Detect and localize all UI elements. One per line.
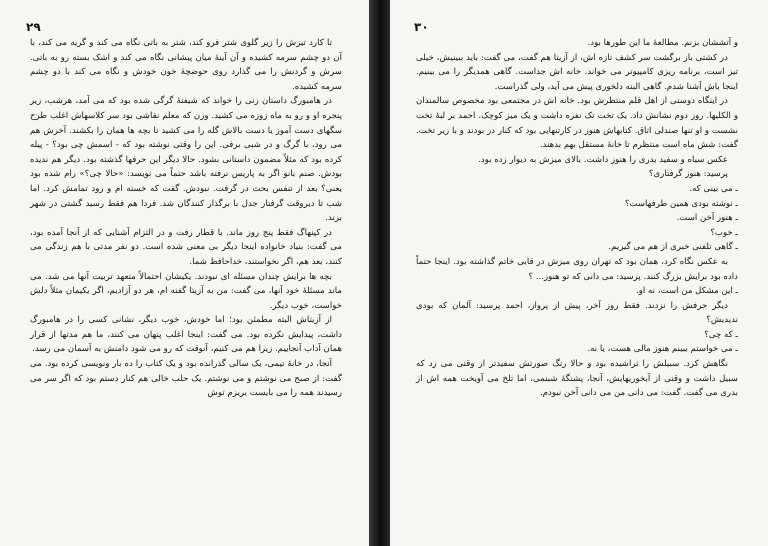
dialogue-line: ـ می بینی که. (689, 183, 738, 194)
left-page (0, 0, 369, 546)
dialogue-line: ـ هنوز آخن است. (676, 213, 738, 224)
paragraph: پرسید: هنوز گرفتاری؟ (648, 169, 728, 180)
paragraph: بچه ها برایش چندان مسئله ای نبودند. یکیشان احتمالاً متعهد تربیت آنها می شد. می ماند مسئلهٔ خود آنها، می گفت: من به آزیتا گفته ام، هر دو آزادیم، اگر یکیمان مثلاً دلش خواست، خوب دیگر. (30, 271, 342, 311)
page-number: ۲۹ (26, 20, 41, 34)
page-number: ۳۰ (414, 20, 429, 34)
dialogue-line: ـ می خواستم ببینم هنوز مالی هست، یا نه. (587, 344, 738, 355)
page-text (30, 36, 342, 401)
book-gutter (369, 0, 390, 546)
paragraph: در کپنهاگ فقط پنج روز ماند. با قطار رفت و در التزام آشنایی که از آنجا آمده بود، می گفت: بنیاد خانواده اینجا دیگر بی معنی شده است. دو نفر مدتی با هم زندگی می کنند، بعد هم، اگر نخواستند، خداحافظ شما. (30, 227, 342, 267)
dialogue-line: ـ گاهی تلفنی خبری از هم می گیریم. (608, 242, 738, 253)
paragraph: آنجا، در خانهٔ تیمی، یک سالی گذرانده بود و یک کتاب را ده بار ونویسی کرده بود. می گفت: از صبح می نوشتم و می نوشتم. یک حلب خالی هم کنار دستم بود که اگر سر می رسیدند همه را می بایست بریزم توش (30, 359, 342, 399)
dialogue-line: ـ که چی؟ (704, 329, 738, 340)
right-page (390, 0, 768, 546)
paragraph: در کشتی باز برگشت سر کشف تازه اش، از آزیتا هم گفت، می گفت: باید ببینیش، خیلی تیز است، برنامه ریزی کامپیوتر می خواند. خانه اش جداست. گاهی همدیگر را می بینیم. اینجا باش آشنا شدم. گاهی البته دلخوری پیش می آید، ولی گذراست. (416, 52, 738, 92)
dialogue-line: ـ نوشته بودی همین طرفهاست؟ (624, 198, 738, 209)
paragraph: و آتششان بزنم. مطالعهٔ ما این طورها بود. (587, 38, 738, 48)
page-text (416, 36, 738, 401)
paragraph: در اینگاه دوستی از اهل قلم منتظرش بود. خانه اش در مجتمعی بود مخصوص سالمندان و الکلیها. روز دوم نشانش داد. یک تخت تک نفره داشت و یک میز کوچک. احمد بر لبهٔ تخت نشست و او تنها صندلی اتاق. کتابهاش هنوز در کارتنهایی بود که کنار در بودند و با زیر تخت. گفت: شش ماه است منتظرم تا خانهٔ مستقل بهم بدهند. (416, 96, 738, 151)
dialogue-line: ـ خوب؟ (710, 227, 738, 238)
paragraph: از آزیتاش البته مطمئن بود؛ اما خودش، خوب دیگر، نشانی کسی را در هامبورگ داشت، پیدایش نکرده بود. می گفت: اینجا اغلب پنهان می کنند، ما هم مدتها از قرار همان آداب آنجاییم. زیرا هم می کنیم، آنوقت که رو می شود دامنش به آسمان می رسد. (30, 315, 342, 355)
paragraph: نگاهش کرد. سبیلش را تراشیده بود و حالا رنگ صورتش سفیدتر از وقتی می زد که سبیل داشت و وقتی از آبخوریهایش، آنجا، پشنگهٔ شبنمی، اما تلخ می آویخت همه اش از بدری می گفت. گفت: می دانی من می دانی آخن نبودم. (416, 359, 738, 399)
paragraph: در هامبورگ داستان زنی را خواند که شیفتهٔ گرگی شده بود که می آمد، هرشب، زیر پنجره او و رو به ماه زوزه می کشید. وزن که معلم نقاشی بود سر کلاسهاش اغلب طرح سگهای دست آموز یا دست بالاش گله را می کشید تا بچه ها همان را بکشند. آخرش هم می رود، با گرگ و در شبی برفی. این را وقتی نوشته بود که - اسمش چی بود؟ - پیله کرده بود که مثلاً مضمون داستانی بشود. حالا دیگر این حرفها گذشته بود. دیگر هم ندیده بودش. صنم بانو اگر به پاریس نرفته باشد حتماً می نویسد: «حالا چی؟» رام شده بود یعنی؟ بعد از تنفس بحث در گرفت. نبودش. گفت که خسته ام و زود تمامش کرد. اما شب تا دیروقت گرفتار جدل با برگذار کنندگان شد. فردا هم فقط رسید گشتی در شهر بزند. (30, 96, 342, 224)
paragraph: عکس سیاه و سفید بدری را هنوز داشت. بالای میزش به دیوار زده بود. (478, 154, 728, 165)
paragraph: به عکس نگاه کرد، همان بود که تهران روی میزش در قابی خاتم گذاشته بود. اینجا حتماً داده بود برایش بزرگ کنند. پرسید: می دانی که تو هنوز... ؟ (416, 256, 738, 282)
paragraph: تا کارد تیزش را زیر گلوی شتر فرو کند، شتر به باتی نگاه می کند و گریه می کند، با آن دو چشم سرمه کشیده و آن آینهٔ میان پیشانی نگاه می کند و اشک بسته رو به باتی. سرش و گردنش را می گذارد روی حوضچهٔ خون خودش و نگاه می کند با دو چشم سرمه کشیده. (30, 38, 342, 92)
paragraph: دیگر حرفش را نزدند. فقط روز آخر، پیش از پرواز، احمد پرسید: آلمان که بودی ندیدیش؟ (416, 300, 738, 326)
dialogue-line: ـ این مشکل من است، نه او. (636, 286, 738, 297)
